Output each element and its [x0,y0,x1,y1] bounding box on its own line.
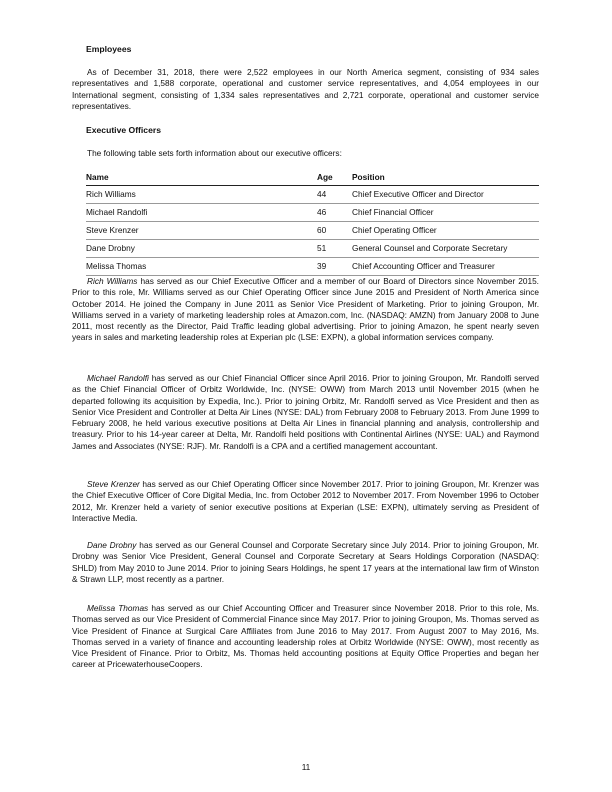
bio-name: Michael Randolfi [87,373,149,383]
table-row [86,222,539,240]
cell-name: Michael Randolfi [86,207,148,217]
bio-paragraph [72,276,539,344]
cell-age: 46 [317,207,327,217]
bio-name: Melissa Thomas [87,603,149,613]
cell-name: Dane Drobny [86,243,135,253]
table-row [86,204,539,222]
bio-name: Steve Krenzer [87,479,140,489]
cell-name: Steve Krenzer [86,225,139,235]
cell-name: Melissa Thomas [86,261,147,271]
employees-heading: Employees [86,44,132,54]
table-row [86,258,539,276]
bio-paragraph [72,373,539,452]
cell-position: Chief Operating Officer [352,225,437,235]
bio-name: Dane Drobny [87,540,137,550]
cell-age: 60 [317,225,327,235]
table-header-row [86,169,539,186]
table-row [86,186,539,204]
bio-paragraph [72,540,539,585]
column-header-age: Age [317,172,333,182]
bio-text: has served as our Chief Executive Officer and a member of our Board of Directors since November 2015. Prior to this role, Mr. Williams served as our Chief Operating Officer since June 2015 and President of North America since October 2014. He joined the Company in June 2011 as Senior Vice President of Marketing. Prior to joining Groupon, Mr. Williams served in a variety of marketing leadership roles at Amazon.com, Inc. (NASDAQ: AMZN) from January 2008 to June 2011, most recently as the Director, Paid Traffic leading global advertising. Prior to joining Amazon, he spent nearly seven years in sales and marketing leadership roles at Experian plc (LSE: EXPN), a global information services company. [72,276,539,343]
cell-position: Chief Accounting Officer and Treasurer [352,261,495,271]
column-header-position: Position [352,172,385,182]
bio-text: has served as our Chief Financial Officer since April 2016. Prior to joining Groupon, Mr. Randolfi served as the Chief Financial Officer of Orbitz Worldwide, Inc. (NYSE: OWW) from March 2013 until November 2015 (when he departed following its acquisition by Expedia, Inc.). Prior to joining Orbitz, Mr. Randolfi served as Vice President and then as Senior Vice President and Controller at Delta Air Lines (NYSE: DAL) from February 2008 to February 2013. From June 1999 to February 2008, he held various executive positions at Delta Air Lines in financial planning and analysis, controllership and treasury. Prior to his 14-year career at Delta, Mr. Randolfi held positions with Continental Airlines (NYSE: UAL) and Raymond James and Associates (NYSE: RJF). Mr. Randolfi is a CPA and a certified management accountant. [72,373,539,451]
bio-name: Rich Williams [87,276,138,286]
cell-position: General Counsel and Corporate Secretary [352,243,508,253]
bio-paragraph [72,479,539,524]
bio-text: has served as our General Counsel and Corporate Secretary since July 2014. Prior to joining Groupon, Mr. Drobny was Senior Vice President, General Counsel and Corporate Secretary at Sears Holdings Corporation (NASDAQ: SHLD) from May 2010 to June 2014. Prior to joining Sears Holdings, he spent 17 years at the international law firm of Winston & Strawn LLP, most recently as a partner. [72,540,539,584]
table-row [86,240,539,258]
page-number: 11 [301,762,311,772]
column-header-name: Name [86,172,109,182]
cell-name: Rich Williams [86,189,136,199]
cell-age: 44 [317,189,327,199]
executive-officers-heading: Executive Officers [86,125,161,135]
bio-text: has served as our Chief Accounting Officer and Treasurer since November 2018. Prior to this role, Ms. Thomas served as our Vice President of Commercial Finance since May 2017. Prior to joining Groupon, Ms. Thomas served as Vice President of Finance at Surgical Care Affiliates from June 2016 to May 2017. From August 2007 to May 2016, Ms. Thomas served in a variety of finance and accounting leadership roles at Orbitz Worldwide (NYSE: OWW), most recently as Vice President of Finance. Prior to Orbitz, Ms. Thomas held accounting positions at Equity Office Properties and began her career at PricewaterhouseCoopers. [72,603,539,670]
cell-position: Chief Financial Officer [352,207,434,217]
bio-text: has served as our Chief Operating Officer since November 2017. Prior to joining Groupon, Mr. Krenzer was the Chief Executive Officer of Core Digital Media, Inc. from October 2012 to November 2017. From November 1996 to October 2012, Mr. Krenzer held a variety of senior executive positions at Experian (LSE: EXPN), ultimately serving as President of Interactive Media. [72,479,540,523]
cell-age: 39 [317,261,327,271]
executive-officers-table [86,169,539,276]
cell-position: Chief Executive Officer and Director [352,189,484,199]
executive-officers-intro: The following table sets forth information about our executive officers: [87,148,342,158]
employees-paragraph: As of December 31, 2018, there were 2,522 employees in our North America segment, consisting of 934 sales representatives and 1,588 corporate, operational and customer service representatives, and 4,054 employees in our International segment, consisting of 1,334 sales representatives and 2,721 corporate, operational and customer service representatives. [72,67,539,111]
bio-paragraph [72,603,539,671]
cell-age: 51 [317,243,327,253]
